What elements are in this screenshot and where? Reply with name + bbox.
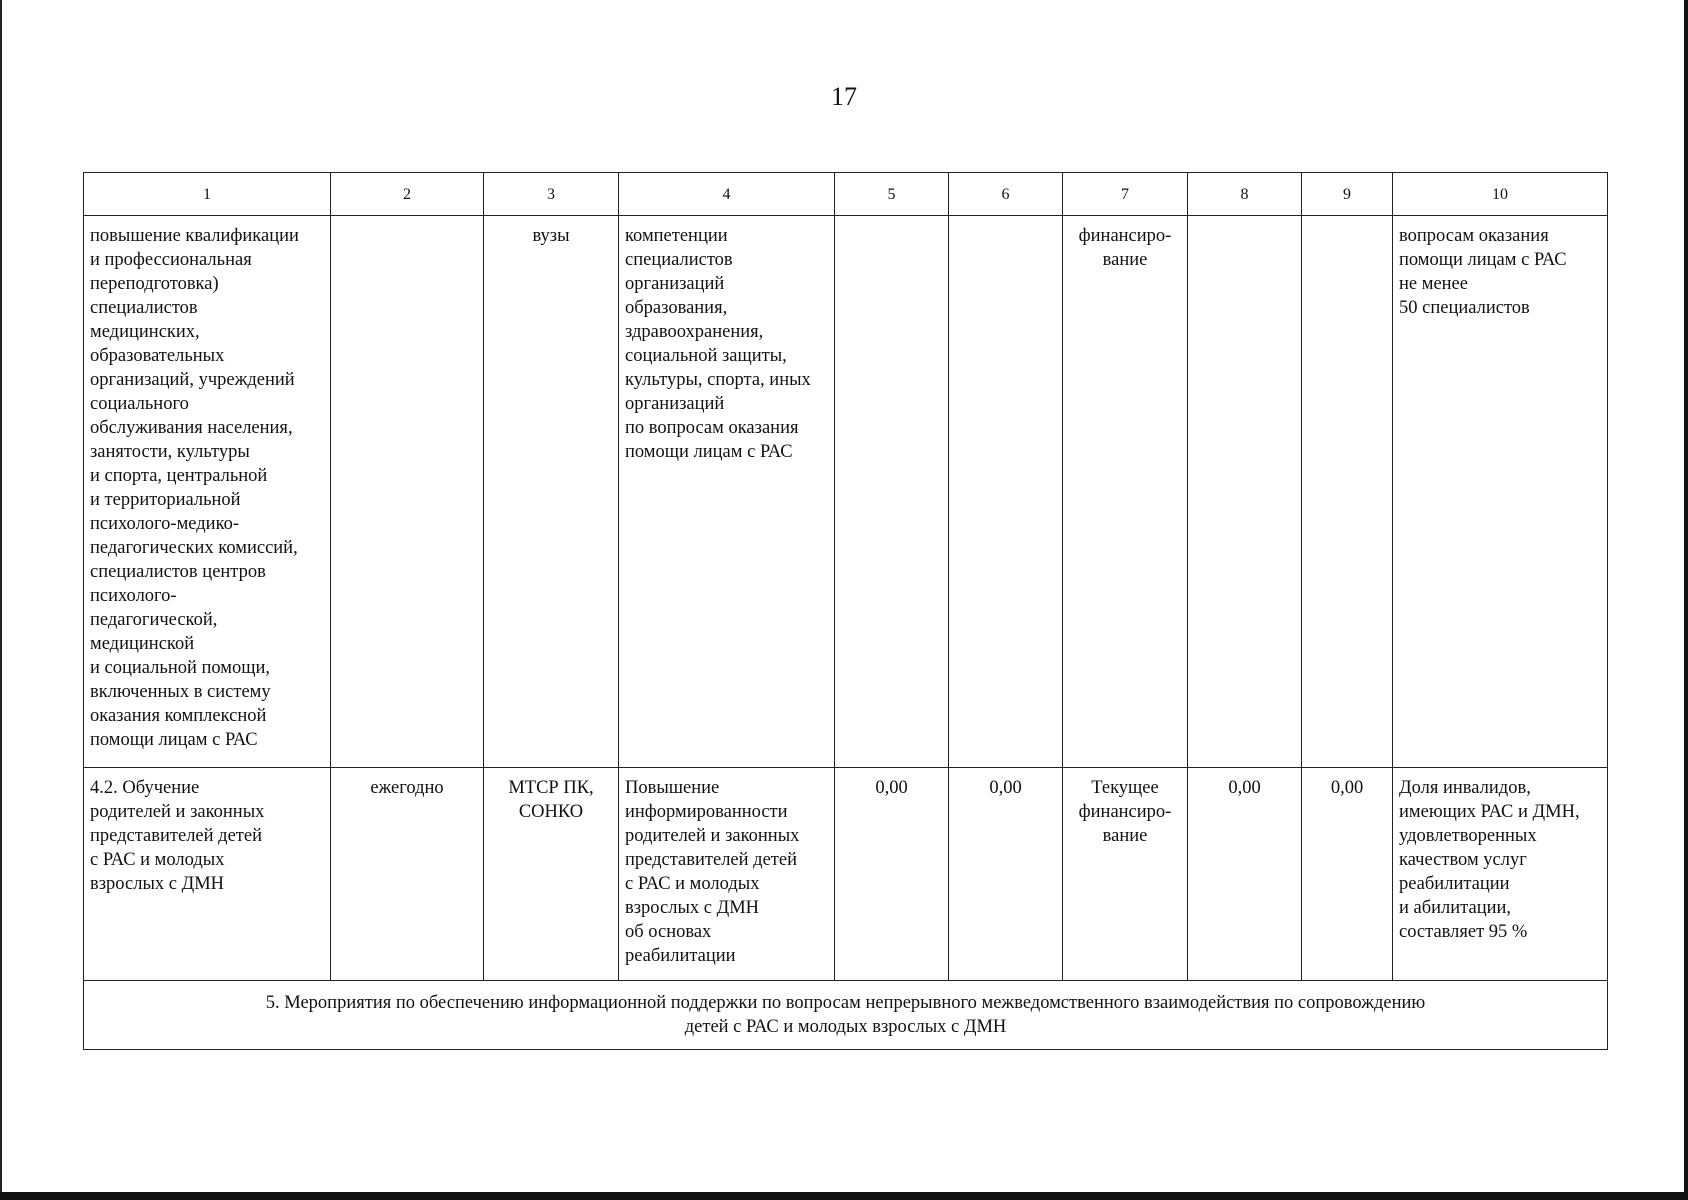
column-header: 2: [331, 173, 484, 216]
section-title: 5. Мероприятия по обеспечению информационной поддержки по вопросам непрерывного межведомственного взаимодействия по сопровождению детей с РАС и молодых взрослых с ДМН: [84, 981, 1608, 1050]
table-cell: компетенции специалистов организаций образования, здравоохранения, социальной защиты, культуры, спорта, иных организаций по вопросам оказания помощи лицам с РАС: [619, 216, 835, 768]
page-number: 17: [831, 82, 857, 111]
page-border-left: [0, 0, 2, 1200]
table-cell: 0,00: [1302, 768, 1393, 981]
table-row: [84, 768, 1608, 981]
table-cell: Повышение информированности родителей и законных представителей детей с РАС и молодых взрослых с ДМН об основах реабилитации: [619, 768, 835, 981]
table-cell: Текущее финансиро- вание: [1063, 768, 1188, 981]
measures-table: [83, 172, 1608, 1050]
table-cell: 4.2. Обучение родителей и законных представителей детей с РАС и молодых взрослых с ДМН: [84, 768, 331, 981]
page-border-bottom: [0, 1192, 1688, 1200]
column-header: 1: [84, 173, 331, 216]
table-cell: [1302, 216, 1393, 768]
table-cell: вузы: [484, 216, 619, 768]
column-header: 3: [484, 173, 619, 216]
table-cell: ежегодно: [331, 768, 484, 981]
page-border-right: [1684, 0, 1688, 1200]
table-row: [84, 216, 1608, 768]
table-cell: Доля инвалидов, имеющих РАС и ДМН, удовлетворенных качеством услуг реабилитации и абилитации, составляет 95 %: [1393, 768, 1608, 981]
column-header: 6: [949, 173, 1063, 216]
table-cell: вопросам оказания помощи лицам с РАС не менее 50 специалистов: [1393, 216, 1608, 768]
table-cell: 0,00: [1188, 768, 1302, 981]
table-cell: 0,00: [949, 768, 1063, 981]
table-cell: повышение квалификации и профессиональная переподготовка) специалистов медицинских, образовательных организаций, учреждений социального обслуживания населения, занятости, культуры и спорта, центральной и территориальной психолого-медико- педагогических комиссий, специалистов центров психолого- педагогической, медицинской и социальной помощи, включенных в систему оказания комплексной помощи лицам с РАС: [84, 216, 331, 768]
table-cell: МТСР ПК, СОНКО: [484, 768, 619, 981]
column-header: 7: [1063, 173, 1188, 216]
table-cell: [949, 216, 1063, 768]
section-row: [84, 981, 1608, 1050]
table-cell: [331, 216, 484, 768]
column-header: 9: [1302, 173, 1393, 216]
table-cell: [835, 216, 949, 768]
table-cell: 0,00: [835, 768, 949, 981]
column-header: 10: [1393, 173, 1608, 216]
table-cell: [1188, 216, 1302, 768]
table-cell: финансиро- вание: [1063, 216, 1188, 768]
column-header: 8: [1188, 173, 1302, 216]
column-header: 5: [835, 173, 949, 216]
table-header-row: [84, 173, 1608, 216]
column-header: 4: [619, 173, 835, 216]
